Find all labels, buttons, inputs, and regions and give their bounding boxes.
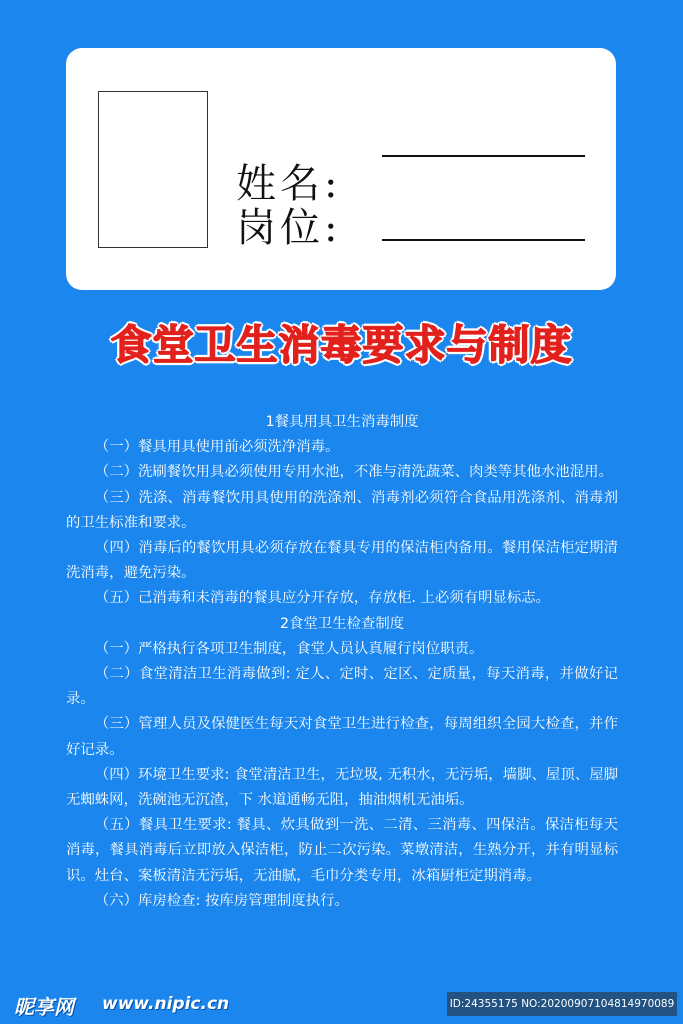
section1-heading: 1餐具用具卫生消毒制度 [265, 414, 419, 430]
name-line [382, 155, 585, 157]
watermark-logo: 昵享网 [14, 995, 74, 1019]
section1-item: （二）洗刷餐饮用具必须使用专用水池，不准与清洗蔬菜、肉类等其他水池混用。 [94, 464, 613, 481]
id-card [66, 48, 616, 290]
section2-heading: 2食堂卫生检查制度 [279, 615, 405, 632]
name-label: 姓名: [236, 161, 342, 207]
section1-item: （三）洗涤、消毒餐饮用具使用的洗涤剂、消毒剂必须符合食品用洗涤剂、消毒剂的卫生标准和要求。 [66, 489, 618, 531]
section2-item: （一）严格执行各项卫生制度，食堂人员认真履行岗位职责。 [94, 640, 484, 657]
page-title: 食堂卫生消毒要求与制度 [110, 321, 573, 369]
section2-item: （六）库房检查: 按库房管理制度执行。 [94, 892, 349, 909]
watermark-site: www.nipic.cn [102, 994, 230, 1014]
post-line [382, 239, 585, 241]
section1-item: （一）餐具用具使用前必须洗净消毒。 [94, 439, 340, 456]
rules-body [66, 410, 618, 914]
section1-item: （五）己消毒和未消毒的餐具应分开存放，存放柜. 上必须有明显标志。 [94, 590, 551, 607]
section2-item: （五）餐具卫生要求: 餐具、炊具做到一洗、二清、三消毒、四保洁。保洁柜每天消毒，餐具消毒后立即放入保洁柜，防止二次污染。菜墩清洁，生熟分开，并有明显标识。灶台、案板清洁无污垢，无油腻，毛巾分类专用，冰箱厨柜定期消毒。 [66, 817, 618, 884]
post-label: 岗位: [236, 205, 342, 251]
watermark-id: ID:24355175 NO:20200907104814970089 [447, 992, 677, 1016]
section2-item: （四）环境卫生要求: 食堂清洁卫生，无垃圾, 无积水，无污垢，墙脚、屋顶、屋脚无蜘蛛网，洗碗池无沉渣，下 水道通畅无阻，抽油烟机无油垢。 [66, 766, 618, 809]
section1-item: （四）消毒后的餐饮用具必须存放在餐具专用的保洁柜内备用。餐用保洁柜定期清洗消毒，避免污染。 [66, 540, 618, 582]
section2-item: （三）管理人员及保健医生每天对食堂卫生进行检查，每周组织全园大检查，并作好记录。 [66, 716, 618, 758]
section2-item: （二）食堂清洁卫生消毒做到: 定人、定时、定区、定质量，每天消毒，并做好记录。 [66, 666, 618, 708]
photo-placeholder [98, 91, 208, 248]
